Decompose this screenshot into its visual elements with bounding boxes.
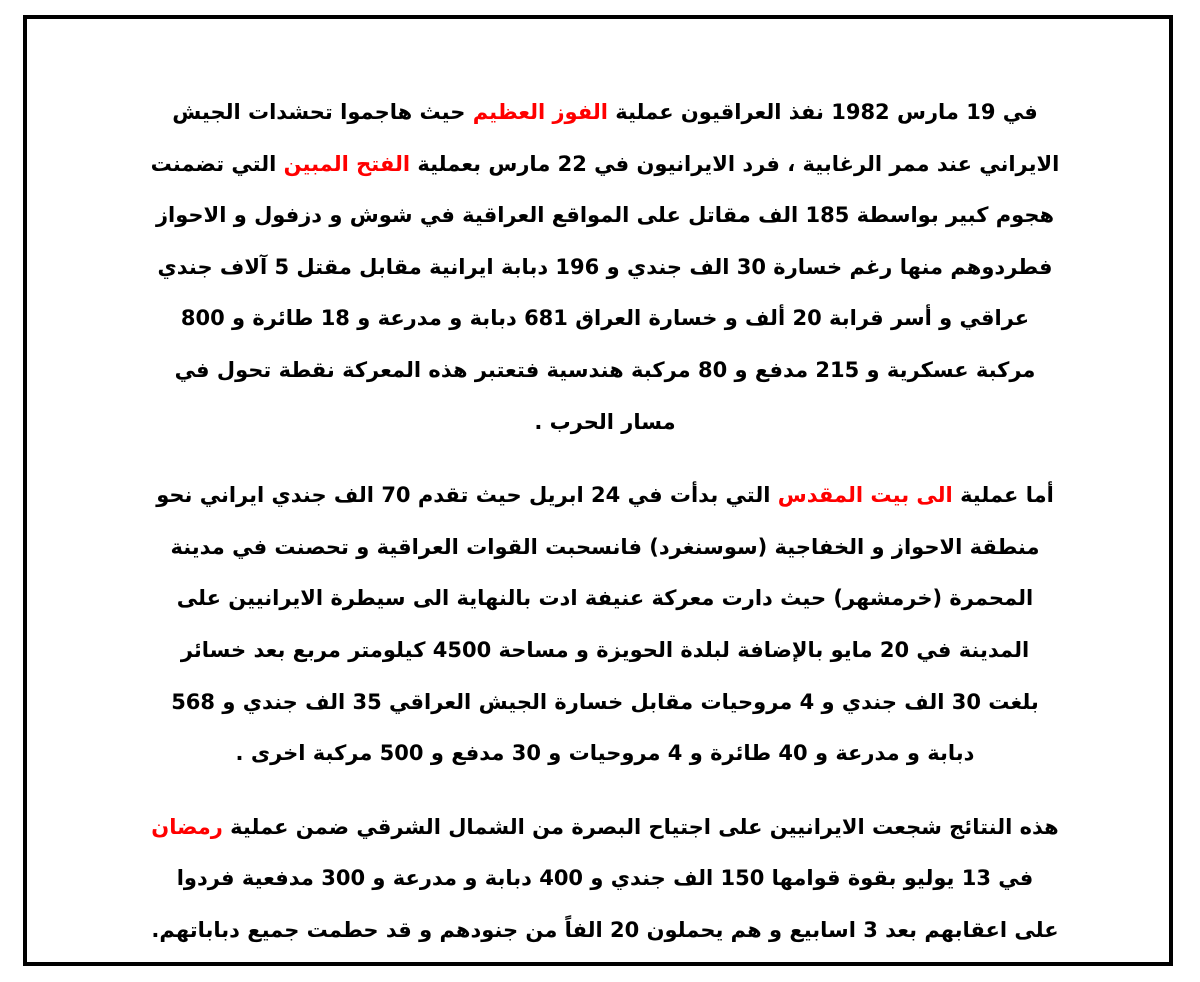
text-line: هجوم كبير بواسطة 185 الف مقاتل على المواقع العراقية في شوش و دزفول و الاحواز bbox=[155, 203, 1055, 228]
text-line: بلغت 30 الف جندي و 4 مروحيات مقابل خسارة الجيش العراقي 35 الف جندي و 568 bbox=[171, 689, 1039, 714]
text-run: حيث هاجموا تحشدات الجيش bbox=[172, 100, 473, 124]
text-line bbox=[77, 802, 1133, 854]
text-line bbox=[77, 139, 1133, 191]
operation-name-bayt-al-muqaddas: الى بيت المقدس bbox=[777, 483, 953, 508]
text-line: المحمرة (خرمشهر) حيث دارت معركة عنيفة ادت بالنهاية الى سيطرة الايرانيين على bbox=[176, 586, 1034, 611]
operation-name-fawz-al-azim: الفوز العظيم bbox=[472, 100, 608, 124]
text-run: أما عملية bbox=[952, 483, 1054, 508]
text-line: مركبة عسكرية و 215 مدفع و 80 مركبة هندسية فتعتبر هذه المعركة نقطة تحول في bbox=[174, 357, 1036, 382]
text-line bbox=[77, 470, 1133, 522]
text-line: عراقي و أسر قرابة 20 ألف و خسارة العراق 681 دبابة و مدرعة و 18 طائرة و 800 bbox=[180, 306, 1030, 331]
document-frame bbox=[23, 15, 1173, 966]
text-line: فطردوهم منها رغم خسارة 30 الف جندي و 196 دبابة ايرانية مقابل مقتل 5 آلاف جندي bbox=[157, 254, 1053, 279]
paragraph-1 bbox=[77, 87, 1133, 448]
text-line: المدينة في 20 مايو بالإضافة لبلدة الحويزة و مساحة 4500 كيلومتر مربع بعد خسائر bbox=[180, 637, 1030, 662]
text-run: التي تضمنت bbox=[150, 151, 284, 176]
text-line bbox=[77, 87, 1133, 139]
text-run: الايراني عند ممر الرغابية ، فرد الايرانيون في 22 مارس بعملية bbox=[410, 151, 1060, 176]
text-line: على اعقابهم بعد 3 اسابيع و هم يحملون 20 الفاً من جنودهم و قد حطمت جميع دباباتهم. bbox=[151, 917, 1059, 942]
text-run: التي بدأت في 24 ابريل حيث تقدم 70 الف جندي ايراني نحو bbox=[156, 483, 778, 508]
text-run: في 19 مارس 1982 نفذ العراقيون عملية bbox=[607, 100, 1038, 124]
operation-name-fath-al-mubin: الفتح المبين bbox=[283, 151, 411, 176]
text-run: هذه النتائج شجعت الايرانيين على اجتياح البصرة من الشمال الشرقي ضمن عملية bbox=[222, 814, 1059, 839]
document-body bbox=[77, 87, 1133, 957]
text-line: في 13 يوليو بقوة قوامها 150 الف جندي و 400 دبابة و مدرعة و 300 مدفعية فردوا bbox=[176, 866, 1034, 891]
text-line: مسار الحرب . bbox=[534, 409, 676, 434]
operation-name-ramadan: رمضان bbox=[151, 814, 223, 839]
paragraph-3 bbox=[77, 802, 1133, 957]
text-line: منطقة الاحواز و الخفاجية (سوسنغرد) فانسحبت القوات العراقية و تحصنت في مدينة bbox=[170, 534, 1040, 559]
paragraph-2 bbox=[77, 470, 1133, 780]
text-line: دبابة و مدرعة و 40 طائرة و 4 مروحيات و 30 مدفع و 500 مركبة اخرى . bbox=[235, 741, 975, 766]
